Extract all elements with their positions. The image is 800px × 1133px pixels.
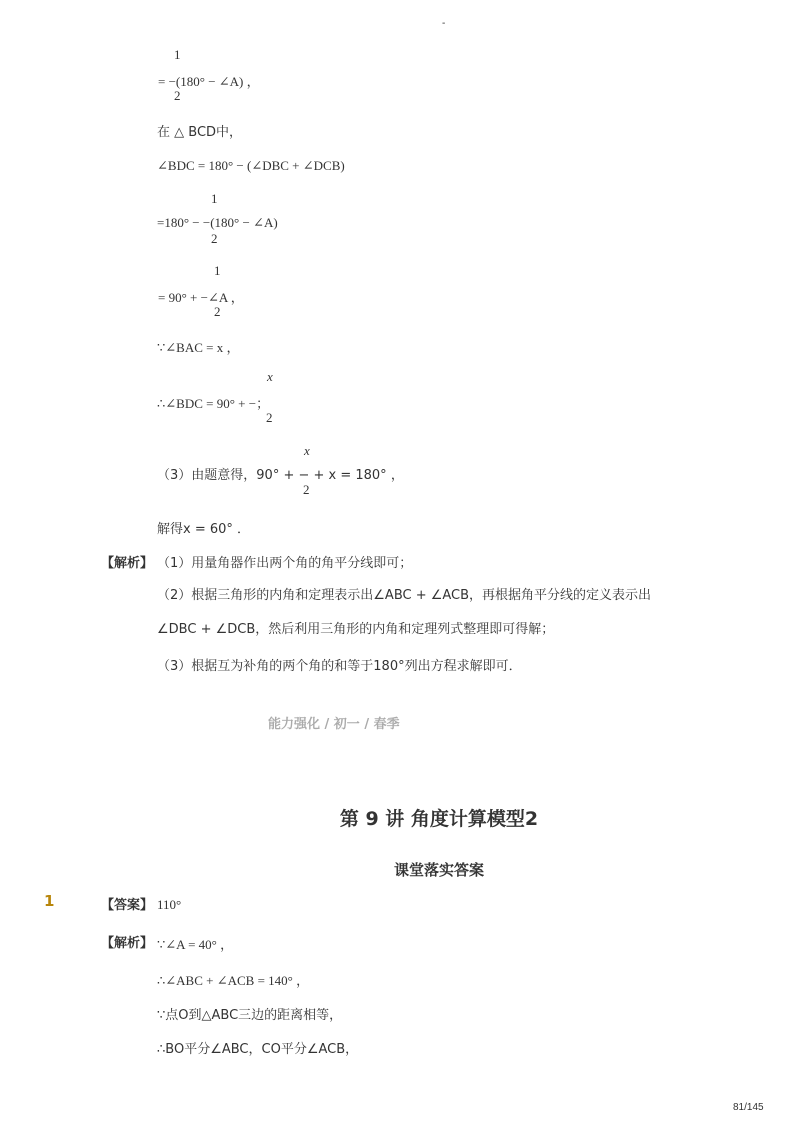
solution-line: ∵∠BAC = x ， [157, 340, 240, 355]
solution-line: ∴∠BDC = 90° + −； [157, 396, 270, 411]
fraction-numerator: 1 [174, 47, 181, 62]
fraction-numerator: 1 [211, 191, 218, 206]
solution-line: = 90° + −∠A ， [158, 290, 244, 305]
page-title: 第 9 讲 角度计算模型2 [339, 808, 539, 830]
fraction-denominator: 2 [303, 482, 310, 497]
answer-label: 【答案】 [101, 898, 154, 913]
page-number: 81/145 [733, 1102, 764, 1113]
fraction-denominator: 2 [211, 231, 218, 246]
fraction-numerator: 1 [214, 263, 221, 278]
solution-line: 解得x = 60° ． [157, 522, 251, 537]
analysis-paragraph: （2）根据三角形的内角和定理表示出∠ABC + ∠ACB，再根据角平分线的定义表示出 [157, 588, 652, 603]
analysis-paragraph: ∠DBC + ∠DCB，然后利用三角形的内角和定理列式整理即可得解； [157, 622, 555, 637]
analysis-label: 【解析】 [101, 936, 154, 951]
fraction-denominator: 2 [214, 304, 221, 319]
analysis-line: ∴BO平分∠ABC，CO平分∠ACB， [157, 1042, 359, 1057]
question-number: 1 [44, 892, 55, 910]
analysis-line: ∵∠A = 40° ， [157, 937, 234, 952]
fraction-numerator: x [304, 443, 310, 458]
solution-line: 在 △ BCD中， [157, 125, 243, 140]
analysis-paragraph: （1）用量角器作出两个角的角平分线即可； [157, 556, 413, 571]
analysis-line: ∵点O到△ABC三边的距离相等， [157, 1008, 343, 1023]
fraction-denominator: 2 [266, 410, 273, 425]
top-mark: - [442, 18, 446, 29]
fraction-numerator: x [267, 369, 273, 384]
analysis-line: ∴∠ABC + ∠ACB = 140° ， [157, 973, 310, 988]
analysis-paragraph: （3）根据互为补角的两个角的和等于180°列出方程求解即可． [157, 659, 522, 674]
section-title: 课堂落实答案 [393, 861, 484, 879]
solution-line: =180° − −(180° − ∠A) [157, 215, 278, 230]
solution-line: ∠BDC = 180° − (∠DBC + ∠DCB) [157, 158, 345, 173]
solution-line: = −(180° − ∠A) ， [158, 74, 260, 89]
analysis-label: 【解析】 [101, 556, 154, 571]
fraction-denominator: 2 [174, 88, 181, 103]
solution-line: （3）由题意得，90° + − + x = 180° ， [157, 468, 404, 483]
breadcrumb: 能力强化 / 初一 / 春季 [268, 717, 400, 732]
answer-value: 110° [157, 897, 182, 912]
